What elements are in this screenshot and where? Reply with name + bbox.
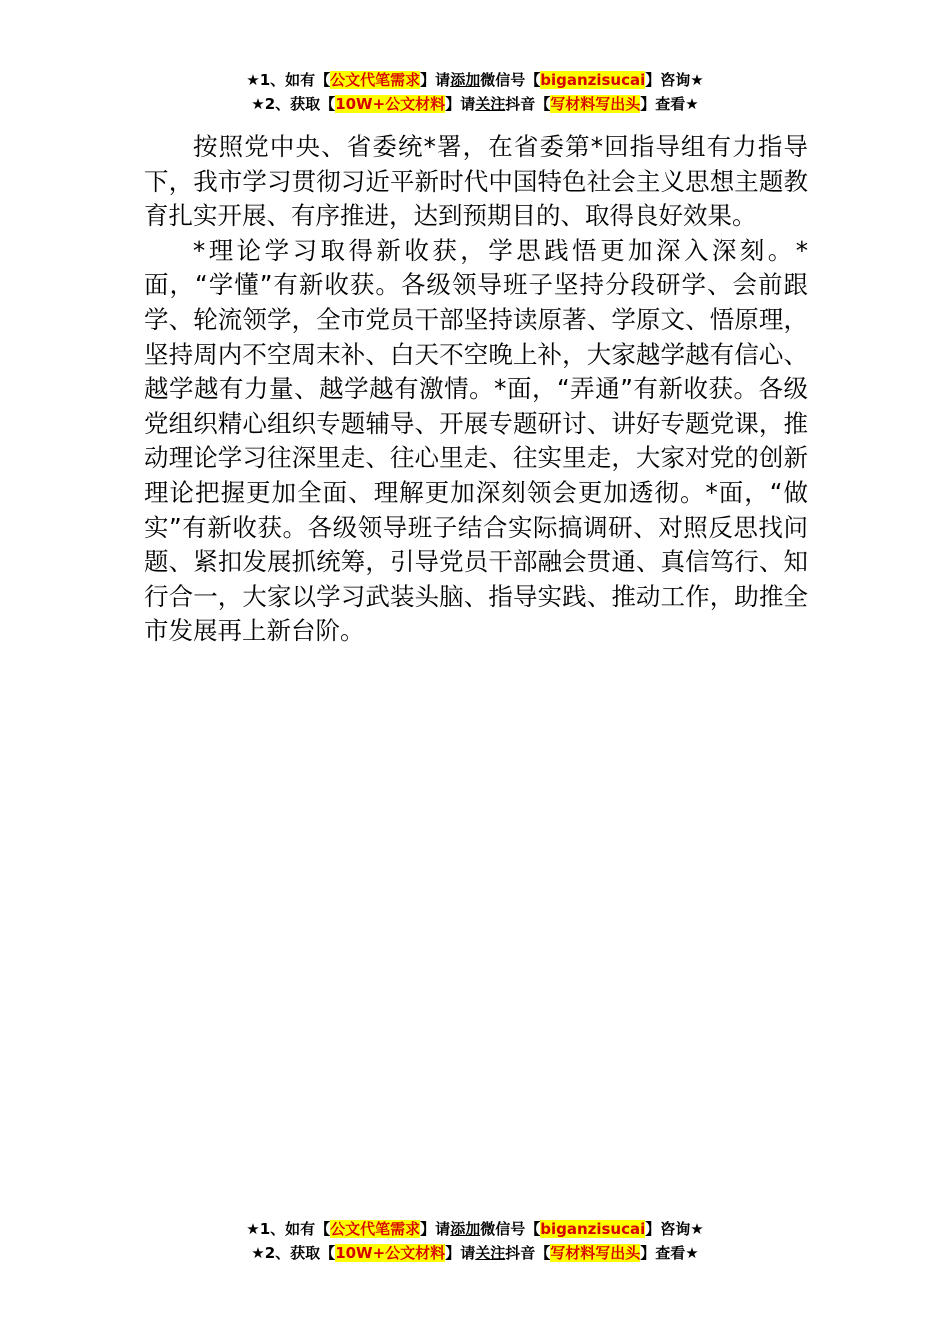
banner-line-2 (0, 1241, 950, 1265)
banner-text: 】查看★ (640, 95, 699, 113)
banner-text: 】请 (420, 1220, 451, 1238)
banner-highlight: 写材料写出头 (550, 1244, 641, 1262)
banner-line-2 (0, 92, 950, 116)
banner-text: 】咨询★ (645, 1220, 704, 1238)
banner-text: 微信号【 (480, 71, 541, 89)
footer-banner (0, 1217, 950, 1265)
banner-text: ★2、获取【 (251, 1244, 336, 1262)
banner-text: 】查看★ (640, 1244, 699, 1262)
banner-highlight: 公文代笔需求 (330, 71, 421, 89)
banner-text: ★2、获取【 (251, 95, 336, 113)
banner-text: 微信号【 (480, 1220, 541, 1238)
banner-highlight: 写材料写出头 (550, 95, 641, 113)
banner-underlined: 关注 (475, 95, 506, 113)
banner-underlined: 添加 (450, 71, 481, 89)
banner-text: 】咨询★ (645, 71, 704, 89)
banner-text: 】请 (445, 1244, 476, 1262)
banner-highlight: 10W+公文材料 (335, 95, 446, 113)
banner-text: 抖音【 (505, 1244, 551, 1262)
header-banner (0, 68, 950, 116)
banner-highlight: biganzisucai (540, 1220, 646, 1238)
banner-underlined: 添加 (450, 1220, 481, 1238)
banner-underlined: 关注 (475, 1244, 506, 1262)
document-body (144, 130, 808, 649)
banner-text: ★1、如有【 (246, 1220, 331, 1238)
banner-text: ★1、如有【 (246, 71, 331, 89)
banner-highlight: 10W+公文材料 (335, 1244, 446, 1262)
banner-highlight: 公文代笔需求 (330, 1220, 421, 1238)
paragraph-theory-study: *理论学习取得新收获，学思践悟更加深入深刻。*面，“学懂”有新收获。各级领导班子坚持分段研学、会前跟学、轮流领学，全市党员干部坚持读原著、学原文、悟原理，坚持周内不空周末补、白天不空晚上补，大家越学越有信心、越学越有力量、越学越有激情。*面，“弄通”有新收获。各级党组织精心组织专题辅导、开展专题研讨、讲好专题党课，推动理论学习往深里走、往心里走、往实里走，大家对党的创新理论把握更加全面、理解更加深刻领会更加透彻。*面，“做实”有新收获。各级领导班子结合实际搞调研、对照反思找问题、紧扣发展抓统筹，引导党员干部融会贯通、真信笃行、知行合一，大家以学习武装头脑、指导实践、推动工作，助推全市发展再上新台阶。 (144, 235, 808, 646)
banner-highlight: biganzisucai (540, 71, 646, 89)
banner-text: 】请 (445, 95, 476, 113)
paragraph-intro: 按照党中央、省委统*署，在省委第*回指导组有力指导下，我市学习贯彻习近平新时代中国特色社会主义思想主题教育扎实开展、有序推进，达到预期目的、取得良好效果。 (144, 132, 808, 231)
banner-line-1 (0, 68, 950, 92)
banner-text: 】请 (420, 71, 451, 89)
banner-line-1 (0, 1217, 950, 1241)
banner-text: 抖音【 (505, 95, 551, 113)
